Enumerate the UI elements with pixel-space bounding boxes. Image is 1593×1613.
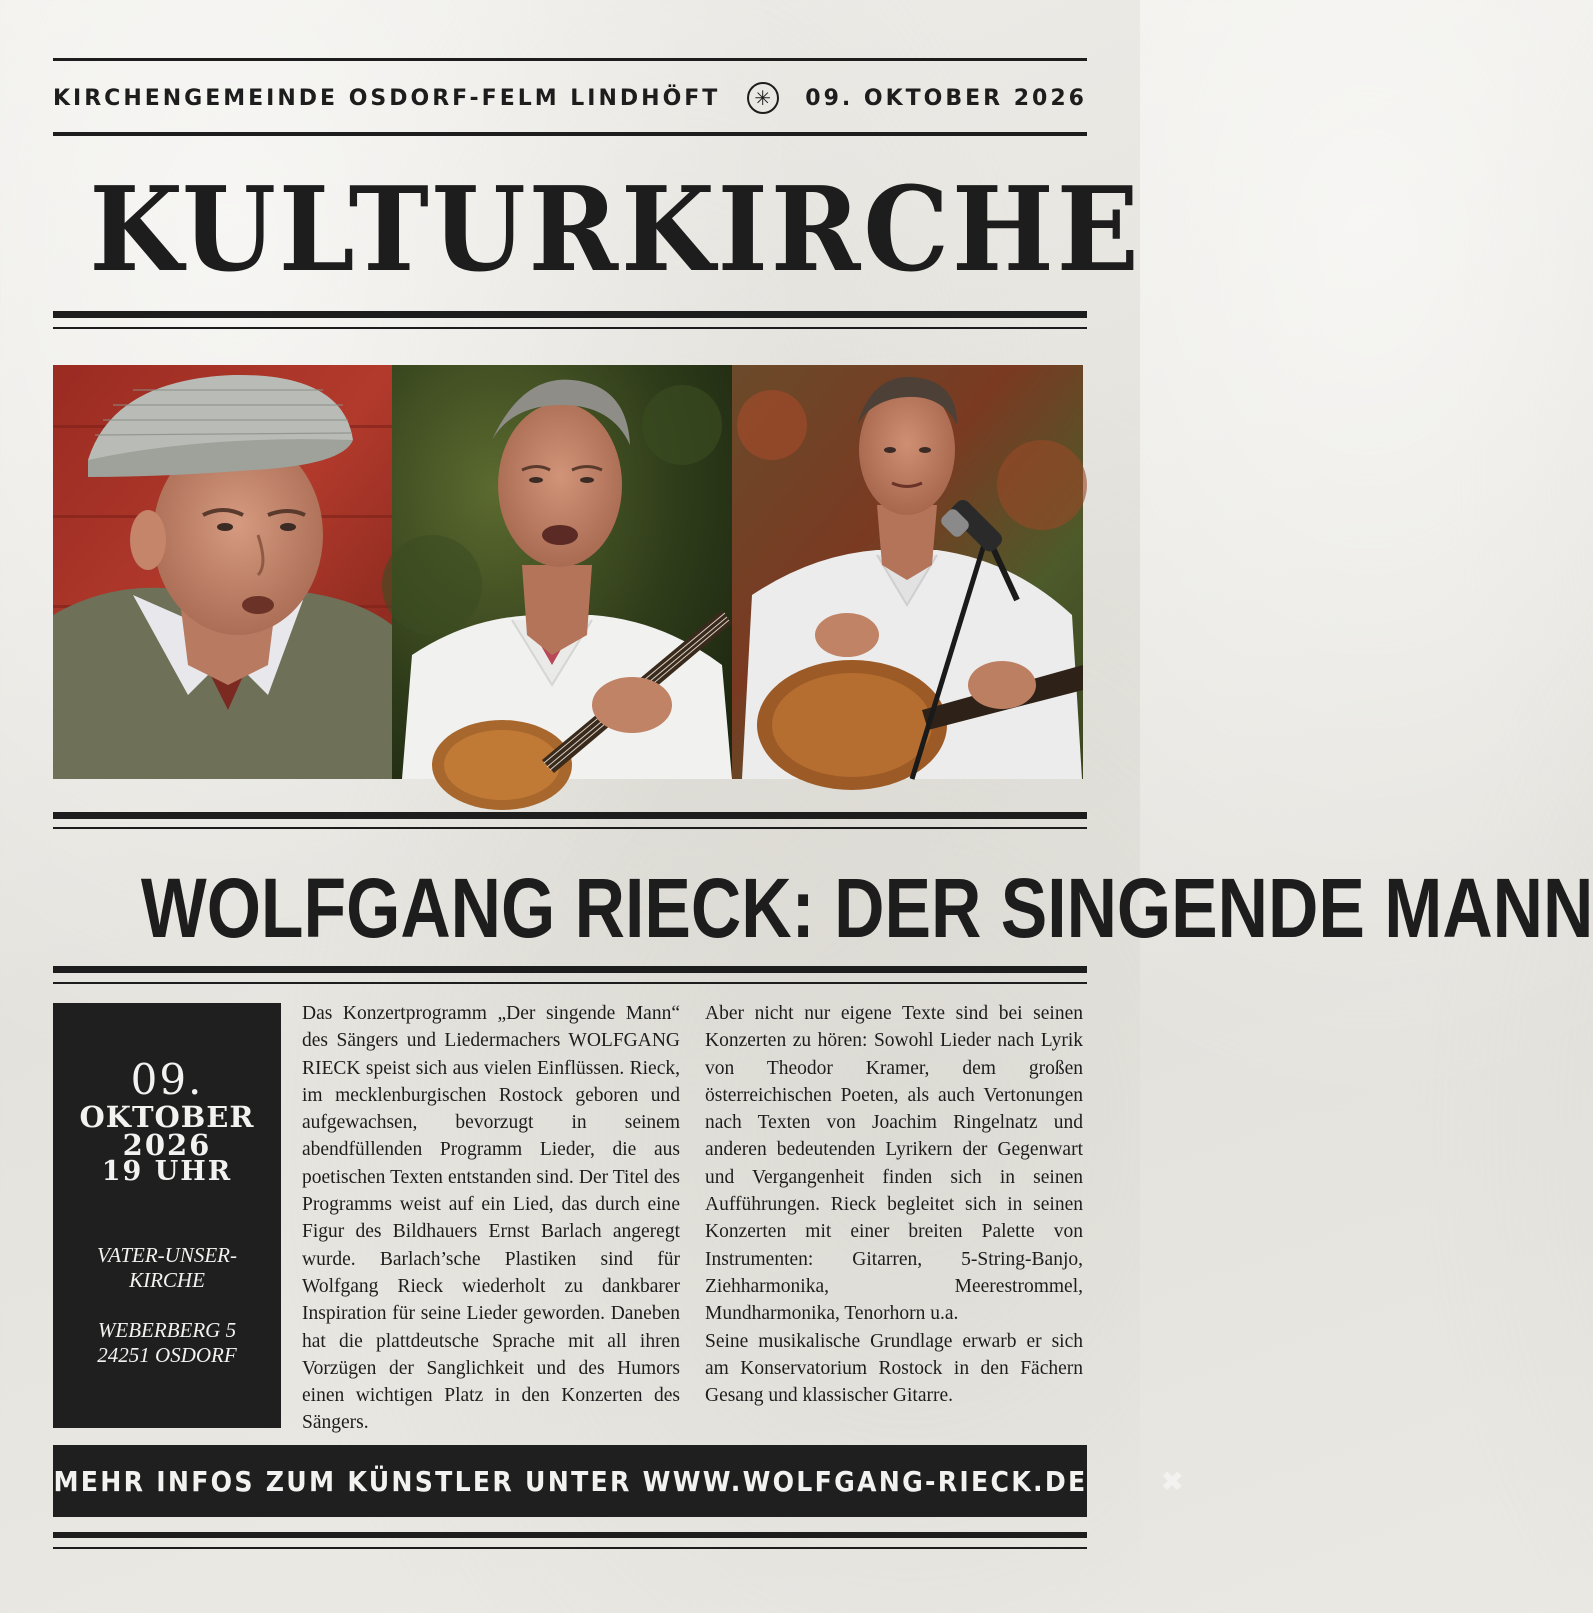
address-street: WEBERBERG 5 <box>97 1318 237 1342</box>
photo-strip <box>53 365 1083 779</box>
event-month: OKTOBER <box>79 1100 255 1134</box>
top-rule <box>53 58 1087 61</box>
event-time: 19 UHR <box>101 1156 233 1187</box>
event-venue <box>53 1243 281 1293</box>
article-paragraph: Aber nicht nur eigene Texte sind bei seinen Konzerten zu hören: Sowohl Lieder nach Lyrik von Theodor Kramer, dem großen österreichischen Poeten, als auch Vertonungen nach Texten von Joachim Ringelnatz und anderen bedeutenden Lyrikern der Gegenwart und Vergangenheit finden sich in seinen Aufführungen. Rieck begleitet sich in seinen Konzerten mit einer breiten Palette von Instrumenten: Gitarren, 5-String-Banjo, Ziehharmonika, Meerestrommel, Mundharmonika, Tenorhorn u.a. <box>705 1003 1083 1325</box>
photo-singing-guitar <box>392 365 732 779</box>
header-date: 09. OKTOBER 2026 <box>805 85 1087 111</box>
cross-ornament-icon: ✖ <box>1160 1464 1184 1498</box>
event-day: 09. <box>130 1055 204 1104</box>
photo-portrait-cap <box>53 365 392 779</box>
article-column-2 <box>705 1000 1083 1409</box>
event-address <box>53 1318 281 1368</box>
headline-rule-top-thick <box>53 812 1087 819</box>
headline-rule-top-thin <box>53 827 1087 829</box>
article-column-1 <box>302 1000 680 1437</box>
photo-guitar-microphone <box>732 365 1083 779</box>
organization-name: KIRCHENGEMEINDE OSDORF-FELM LINDHÖFT <box>53 85 721 111</box>
article-paragraph: Seine musikalische Grundlage erwarb er sich am Konservatorium Rostock in den Fächern Gesang und klassischer Gitarre. <box>705 1330 1083 1407</box>
masthead-rule-thin <box>53 327 1087 329</box>
website-link[interactable]: MEHR INFOS ZUM KÜNSTLER UNTER WWW.WOLFGANG-RIECK.DE <box>52 1464 1088 1498</box>
headline-rule-bottom-thick <box>53 966 1087 973</box>
masthead-rule-thick <box>53 311 1087 318</box>
event-year: 2026 <box>122 1128 212 1162</box>
event-info-box <box>53 1003 281 1428</box>
header-line <box>53 80 1087 116</box>
footer-rule-thick <box>53 1532 1087 1538</box>
venue-line-1: VATER-UNSER- <box>97 1243 237 1267</box>
address-city: 24251 OSDORF <box>97 1343 237 1367</box>
article-paragraph: Das Konzertprogramm „Der singende Mann“ des Sängers und Liedermachers WOLFGANG RIECK speist sich aus vielen Einflüssen. Rieck, im mecklenburgischen Rostock geboren und aufgewachsen, bevorzugt in seinem abendfüllenden Programm Lieder, die aus poetischen Texten entstanden sind. Der Titel des Programms weist auf ein Lied, das durch eine Figur des Bildhauers Ernst Barlach angeregt wurde. Barlach’sche Plastiken sind für Wolfgang Rieck wiederholt zu dankbarer Inspiration für seine Lieder geworden. Daneben hat die plattdeutsche Sprache mit all ihren Vorzügen der Sanglichkeit und des Humors einen wichtigen Platz in den Konzerten des Sängers. <box>302 1003 680 1434</box>
asterisk-circle-icon: ✳ <box>747 82 779 114</box>
website-banner <box>52 1445 1184 1517</box>
footer-rule-thin <box>53 1547 1087 1549</box>
masthead-title: KULTURKIRCHE <box>89 162 1142 298</box>
headline-rule-bottom-thin <box>53 982 1087 984</box>
venue-line-2: KIRCHE <box>129 1268 205 1292</box>
headline: WOLFGANG RIECK: DER SINGENDE MANN <box>140 861 1593 955</box>
header-rule <box>53 132 1087 136</box>
